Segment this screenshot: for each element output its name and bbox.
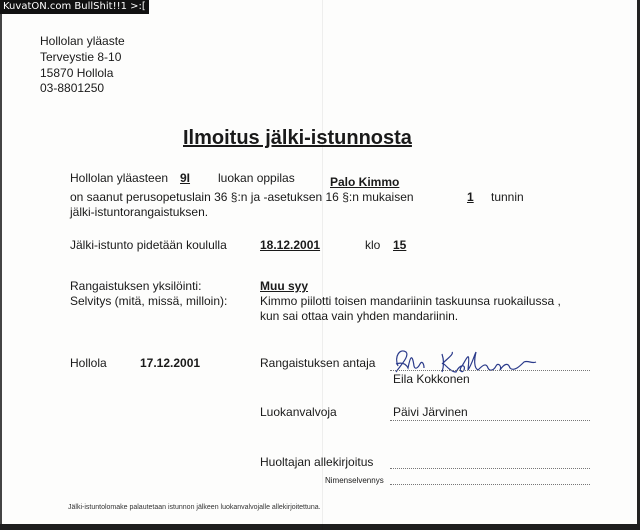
explanation-label: Selvitys (mitä, missä, milloin): <box>70 294 228 308</box>
hours-unit: tunnin <box>491 190 524 204</box>
footer-note: Jälki-istuntolomake palautetaan istunnon jälkeen luokanvalvojalle allekirjoitettuna. <box>68 504 321 511</box>
issuer-label: Rangaistuksen antaja <box>260 356 376 370</box>
signing-date: 17.12.2001 <box>140 356 201 370</box>
issuer-signature-line <box>390 370 590 371</box>
place: Hollola <box>70 356 107 370</box>
school-street: Terveystie 8-10 <box>40 50 122 64</box>
explanation-line-1: Kimmo piilotti toisen mandariinin taskuunsa ruokailussa , <box>260 294 561 308</box>
class-label: luokan oppilas <box>218 171 295 185</box>
explanation-line-2: kun sai ottaa vain yhden mandariinin. <box>260 309 459 323</box>
reason-label: Rangaistuksen yksilöinti: <box>70 279 202 293</box>
watermark: KuvatON.com BullShit!!1 >:[ <box>0 0 149 14</box>
time-label: klo <box>365 238 381 252</box>
student-name: Palo Kimmo <box>330 175 400 189</box>
document-title: Ilmoitus jälki-istunnosta <box>183 127 412 149</box>
punishment-text: jälki-istuntorangaistuksen. <box>70 205 209 219</box>
law-text: on saanut perusopetuslain 36 §:n ja -asetuksen 16 §:n mukaisen <box>70 190 414 204</box>
intro-text: Hollolan yläasteen <box>70 171 169 185</box>
name-clarification-label: Nimenselvennys <box>325 476 384 485</box>
supervisor-name: Päivi Järvinen <box>393 405 468 419</box>
issuer-name: Eila Kokkonen <box>393 372 470 386</box>
scan-edge-left <box>0 0 2 530</box>
guardian-label: Huoltajan allekirjoitus <box>260 455 374 469</box>
session-label: Jälki-istunto pidetään koululla <box>70 238 227 252</box>
hours-value: 1 <box>467 190 474 204</box>
reason-value: Muu syy <box>260 279 309 293</box>
school-postal: 15870 Hollola <box>40 66 114 80</box>
school-name: Hollolan yläaste <box>40 34 125 48</box>
session-time: 15 <box>393 238 407 252</box>
supervisor-line <box>390 420 590 421</box>
class-value: 9I <box>180 171 191 185</box>
scan-edge-bottom <box>0 524 640 530</box>
guardian-signature-line <box>390 468 590 469</box>
session-date: 18.12.2001 <box>260 238 321 252</box>
supervisor-label: Luokanvalvoja <box>260 405 337 419</box>
school-phone: 03-8801250 <box>40 81 105 95</box>
name-clarification-line <box>390 484 590 485</box>
paper-fold-line <box>322 0 323 530</box>
